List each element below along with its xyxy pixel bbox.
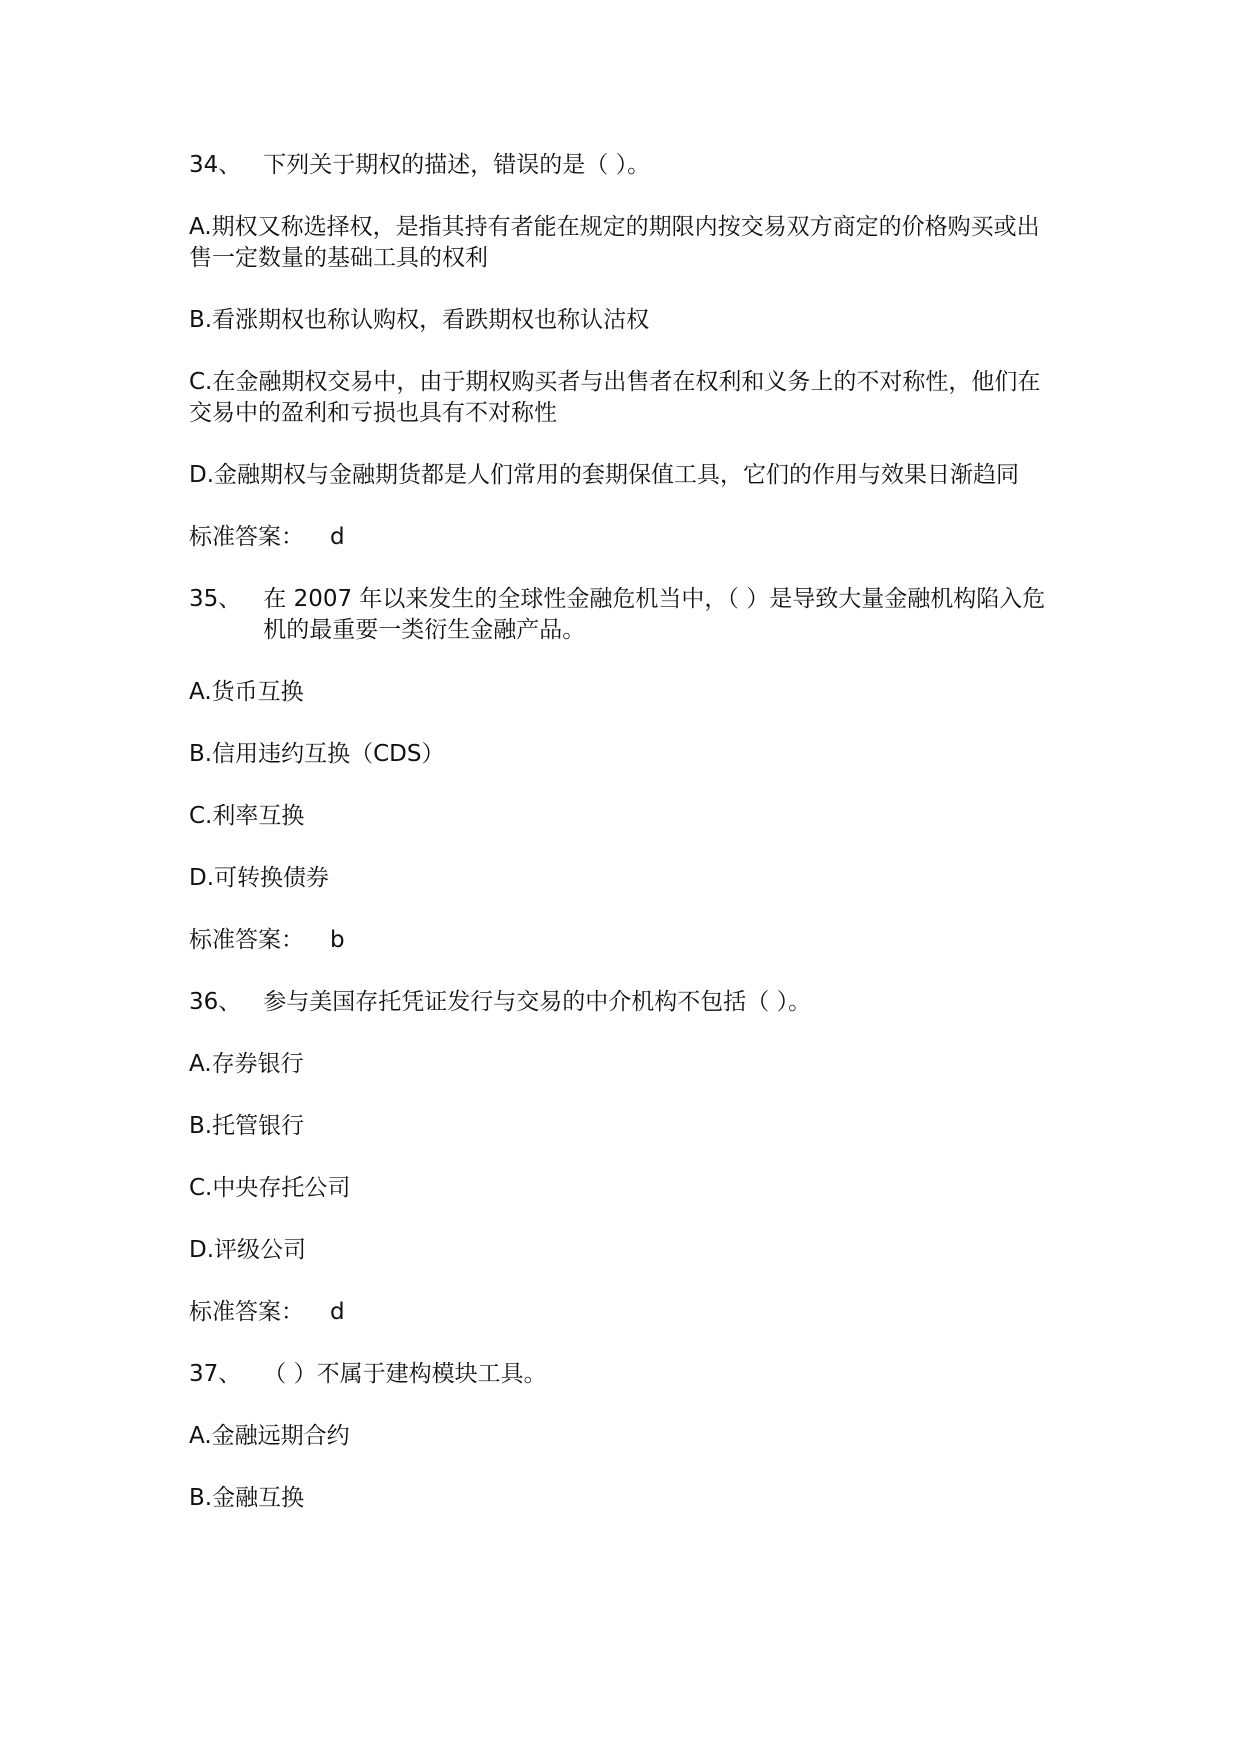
question-number: 36、 — [189, 989, 242, 1015]
option-c: C.利率互换 — [189, 803, 305, 829]
question-number: 35、 — [189, 586, 242, 612]
option-b: B.托管银行 — [189, 1113, 305, 1139]
option-d: D.可转换债券 — [189, 865, 330, 891]
question-36 — [189, 987, 1059, 1018]
option-c: C.在金融期权交易中，由于期权购买者与出售者在权利和义务上的不对称性，他们在交易中的盈利和亏损也具有不对称性 — [189, 369, 1041, 426]
answer-row — [189, 925, 1059, 956]
question-35 — [189, 584, 1059, 646]
option-a: A.货币互换 — [189, 679, 304, 705]
option-d: D.评级公司 — [189, 1237, 307, 1263]
answer-value: d — [330, 1299, 345, 1325]
answer-row — [189, 1297, 1059, 1328]
answer-label: 标准答案： — [189, 1299, 304, 1325]
document-page — [189, 150, 1059, 1545]
question-number: 34、 — [189, 152, 242, 178]
option-d: D.金融期权与金融期货都是人们常用的套期保值工具，它们的作用与效果日渐趋同 — [189, 462, 1020, 488]
question-34 — [189, 150, 1059, 181]
option-b: B.看涨期权也称认购权，看跌期权也称认沽权 — [189, 307, 650, 333]
option-c: C.中央存托公司 — [189, 1175, 351, 1201]
option-a: A.存券银行 — [189, 1051, 304, 1077]
question-37 — [189, 1359, 1059, 1390]
answer-label: 标准答案： — [189, 927, 304, 953]
question-text: 在 2007 年以来发生的全球性金融危机当中，（ ）是导致大量金融机构陷入危机的最重要一类衍生金融产品。 — [263, 586, 1046, 643]
answer-value: d — [330, 524, 345, 550]
answer-row — [189, 522, 1059, 553]
option-a: A.期权又称选择权，是指其持有者能在规定的期限内按交易双方商定的价格购买或出售一定数量的基础工具的权利 — [189, 214, 1040, 271]
question-number: 37、 — [189, 1361, 242, 1387]
option-b: B.金融互换 — [189, 1485, 305, 1511]
question-text: （ ）不属于建构模块工具。 — [263, 1361, 547, 1387]
option-b: B.信用违约互换（CDS） — [189, 741, 445, 767]
answer-value: b — [330, 927, 345, 953]
question-text: 下列关于期权的描述，错误的是（ ）。 — [263, 152, 651, 178]
answer-label: 标准答案： — [189, 524, 304, 550]
question-text: 参与美国存托凭证发行与交易的中介机构不包括（ ）。 — [263, 989, 812, 1015]
option-a: A.金融远期合约 — [189, 1423, 350, 1449]
